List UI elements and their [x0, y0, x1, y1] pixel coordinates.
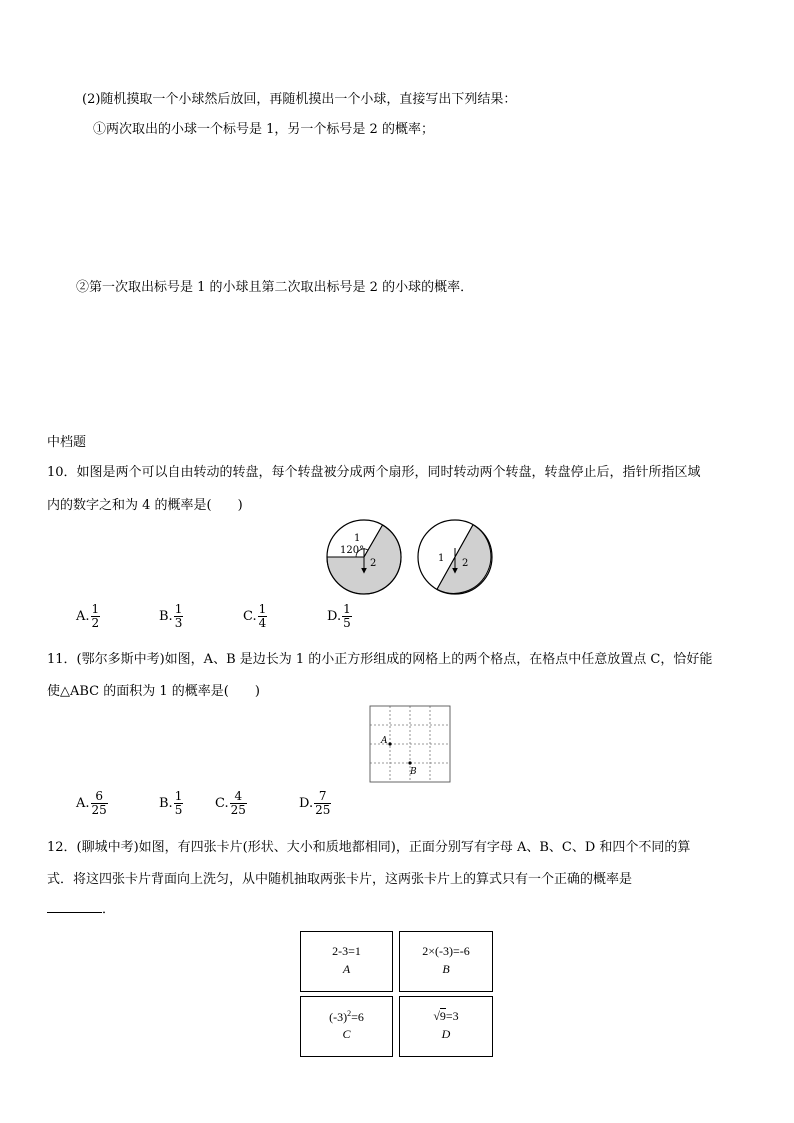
- card-b-expression: 2×(-3)=-6: [422, 944, 470, 958]
- card-c-expression: $(-3)^2=6$: [329, 1009, 364, 1024]
- right-spinner-label-1: 1: [438, 553, 445, 564]
- answer-blank[interactable]: [47, 900, 102, 913]
- point-b-dot: [408, 761, 411, 764]
- card-d-expression: √9=3: [433, 1009, 459, 1023]
- q9-sub2: ②第一次取出标号是 1 的小球且第二次取出标号是 2 的小球的概率．: [76, 280, 474, 295]
- left-spinner-label-1: 1: [354, 533, 361, 544]
- section-heading: 中档题: [47, 435, 87, 450]
- q9-part2: (2)随机摸取一个小球然后放回，再随机摸出一个小球，直接写出下列结果：: [82, 92, 517, 107]
- q12-text-line3: ．: [47, 898, 115, 917]
- q12-text-line1: 12．(聊城中考)如图，有四张卡片(形状、大小和质地都相同)，正面分别写有字母 A、B、C、D 和四个不同的算: [47, 840, 691, 855]
- card-d: [399, 996, 493, 1057]
- card-a-letter: A: [342, 962, 351, 976]
- q10-option-c[interactable]: C. $\frac{1}{4}$: [243, 602, 267, 630]
- left-spinner-label-2: 2: [370, 558, 377, 569]
- q10-option-b[interactable]: B. $\frac{1}{3}$: [159, 602, 183, 630]
- q11-text-line2: 使△ABC 的面积为 1 的概率是( ): [47, 684, 260, 699]
- q11-text-line1: 11．(鄂尔多斯中考)如图，A、B 是边长为 1 的小正方形组成的网格上的两个格点，在格点中任意放置点 C，恰好能: [47, 652, 713, 667]
- card-c-letter: C: [342, 1027, 351, 1041]
- card-a: [300, 931, 393, 992]
- card-c: [300, 996, 393, 1057]
- q12-text-line2: 式．将这四张卡片背面向上洗匀，从中随机抽取两张卡片，这两张卡片上的算式只有一个正确的概率是: [47, 872, 633, 887]
- q11-option-c[interactable]: C. $\frac{4}{25}$: [215, 789, 246, 817]
- right-spinner: [418, 520, 492, 594]
- card-a-expression: 2-3=1: [332, 944, 361, 958]
- point-b-label: B: [410, 767, 417, 777]
- q11-option-d[interactable]: D. $\frac{7}{25}$: [299, 789, 331, 817]
- q11-option-b[interactable]: B. $\frac{1}{5}$: [159, 789, 183, 817]
- point-a-label: A: [381, 736, 388, 746]
- card-b-letter: B: [442, 962, 450, 976]
- left-spinner: [327, 520, 401, 594]
- q10-text-line2: 内的数字之和为 4 的概率是( ): [47, 498, 243, 513]
- q10-option-a[interactable]: A. $\frac{1}{2}$: [76, 602, 100, 630]
- q9-sub1: ①两次取出的小球一个标号是 1，另一个标号是 2 的概率；: [93, 122, 434, 137]
- q11-grid-figure: [368, 704, 452, 784]
- q10-text-line1: 10．如图是两个可以自由转动的转盘，每个转盘被分成两个扇形，同时转动两个转盘，转盘停止后，指针所指区域: [47, 465, 701, 480]
- point-a-dot: [388, 742, 391, 745]
- card-b: [399, 931, 493, 992]
- q10-option-d[interactable]: D. $\frac{1}{5}$: [327, 602, 351, 630]
- card-d-letter: D: [441, 1027, 451, 1041]
- left-spinner-angle: 120°: [340, 545, 365, 556]
- q10-spinner-figure: [320, 517, 500, 597]
- right-spinner-label-2: 2: [462, 558, 469, 569]
- q11-option-a[interactable]: A. $\frac{6}{25}$: [76, 789, 107, 817]
- sqrt-symbol: √: [433, 1009, 440, 1023]
